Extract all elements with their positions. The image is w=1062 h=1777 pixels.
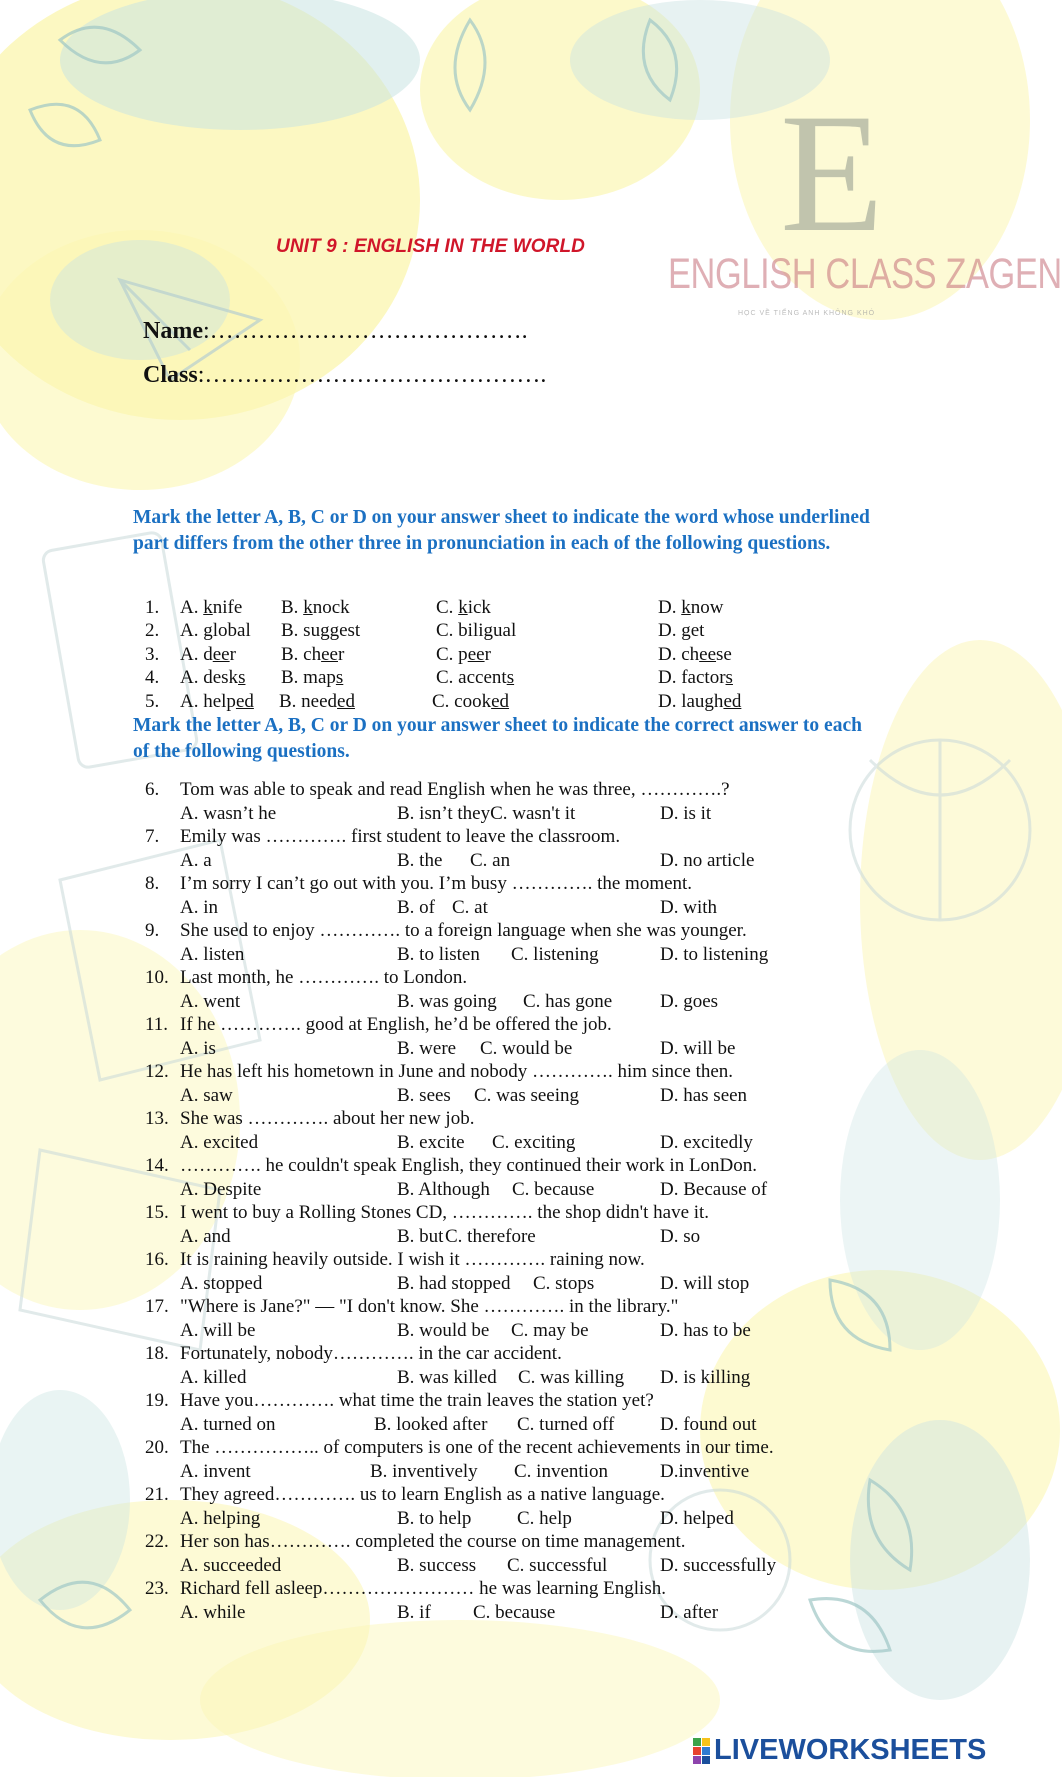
- pron-question-row: [0, 643, 1000, 666]
- option-c-post: r: [484, 643, 491, 665]
- answer-option-c[interactable]: C. therefore: [445, 1225, 536, 1247]
- answer-option-c[interactable]: C. exciting: [492, 1131, 576, 1153]
- answer-option-c[interactable]: C. because: [473, 1601, 556, 1623]
- answer-option-b[interactable]: B. would be: [397, 1319, 490, 1341]
- question-number: 18.: [145, 1343, 169, 1364]
- question-number: 17.: [145, 1296, 169, 1317]
- answer-option-a[interactable]: A. while: [180, 1601, 246, 1623]
- question-number: 20.: [145, 1437, 169, 1458]
- question-block: [0, 1295, 1000, 1342]
- option-d[interactable]: [658, 666, 733, 689]
- option-a-post: nife: [212, 597, 243, 618]
- question-text: Last month, he …………. to London.: [180, 967, 468, 988]
- option-c-post: ick: [467, 597, 491, 618]
- question-number: 15.: [145, 1202, 169, 1223]
- question-block: [0, 919, 1000, 966]
- answer-option-a[interactable]: A. helping: [180, 1507, 261, 1529]
- question-text: If he …………. good at English, he’d be offered the job.: [180, 1014, 612, 1035]
- pron-question-row: [0, 596, 1000, 619]
- multiple-choice-questions: [0, 778, 1000, 1624]
- answer-option-c[interactable]: C. at: [452, 896, 488, 918]
- question-number: 11.: [145, 1014, 169, 1035]
- answer-option-d[interactable]: D. Because of: [660, 1178, 768, 1200]
- answer-option-a[interactable]: A. in: [180, 896, 218, 918]
- question-block: [0, 1483, 1000, 1530]
- question-text: She used to enjoy …………. to a foreign language when she was younger.: [180, 920, 747, 941]
- option-b-under: ed: [337, 690, 355, 712]
- question-text: Her son has…………. completed the course on time management.: [180, 1531, 686, 1552]
- option-a[interactable]: [180, 690, 254, 713]
- option-a-under: s: [238, 667, 246, 689]
- option-a[interactable]: [180, 643, 236, 666]
- option-c-under: k: [458, 597, 468, 618]
- answer-option-b[interactable]: B. was killed: [397, 1366, 497, 1388]
- answer-option-a[interactable]: A. killed: [180, 1366, 247, 1388]
- question-block: [0, 1342, 1000, 1389]
- question-number: 12.: [145, 1061, 169, 1082]
- answer-option-c[interactable]: C. listening: [511, 943, 599, 965]
- option-c-pre: C. bili: [436, 620, 484, 642]
- option-d-under: ed: [723, 690, 742, 712]
- option-d-under: k: [681, 597, 691, 618]
- answer-option-b[interactable]: B. the: [397, 849, 443, 871]
- question-number: 10.: [145, 967, 169, 988]
- option-d-post: et: [690, 620, 705, 642]
- answer-option-a[interactable]: A. a: [180, 849, 212, 871]
- option-b-post: nock: [312, 597, 350, 618]
- answer-option-d[interactable]: D. is killing: [660, 1366, 751, 1388]
- class-blank[interactable]: :…………………………………….: [197, 362, 547, 388]
- question-text: "Where is Jane?" — "I don't know. She …………. in the library.": [180, 1296, 679, 1317]
- question-block: [0, 778, 1000, 825]
- answer-option-b[interactable]: B. if: [397, 1601, 431, 1623]
- question-text: Emily was …………. first student to leave the classroom.: [180, 826, 621, 847]
- question-number: 14.: [145, 1155, 169, 1176]
- option-a-pre: A. help: [180, 690, 236, 712]
- answer-option-a[interactable]: A. will be: [180, 1319, 256, 1341]
- answer-option-c[interactable]: C. help: [517, 1507, 572, 1529]
- answer-option-a[interactable]: A. invent: [180, 1460, 251, 1482]
- pron-question-row: [0, 619, 1000, 642]
- class-field[interactable]: [143, 362, 546, 389]
- option-c-under: s: [506, 667, 515, 689]
- option-d-pre: D. laugh: [658, 690, 724, 712]
- question-text: Have you…………. what time the train leaves the station yet?: [180, 1390, 654, 1411]
- option-a-pre: A.: [180, 597, 204, 618]
- answer-option-a[interactable]: A. stopped: [180, 1272, 263, 1294]
- option-c-pre: C. accent: [436, 667, 507, 689]
- answer-option-d[interactable]: D. will stop: [660, 1272, 750, 1294]
- answer-option-a[interactable]: A. succeeded: [180, 1554, 282, 1576]
- answer-option-a[interactable]: A. and: [180, 1225, 231, 1247]
- answer-option-b[interactable]: B. looked after: [374, 1413, 488, 1435]
- option-d-pre: D. factor: [658, 667, 726, 689]
- answer-option-c[interactable]: C. was seeing: [474, 1084, 580, 1106]
- option-b-post: r: [337, 643, 345, 665]
- question-text: Richard fell asleep…………………… he was learning English.: [180, 1578, 666, 1599]
- option-a[interactable]: [180, 596, 242, 619]
- question-number: 6.: [145, 779, 160, 800]
- pron-question-row: [0, 666, 1000, 689]
- option-d-under: s: [725, 667, 733, 689]
- option-b-post: est: [339, 620, 361, 642]
- option-b[interactable]: [279, 690, 355, 713]
- answer-option-b[interactable]: B. had stopped: [397, 1272, 511, 1294]
- name-blank[interactable]: :………………………………….: [202, 318, 528, 344]
- option-d[interactable]: [658, 643, 732, 666]
- answer-option-b[interactable]: B. inventively: [370, 1460, 478, 1482]
- section1-instruction: Mark the letter A, B, C or D on your answer sheet to indicate the word whose underlined part differs from the other three in pronunciation in each of the following questions.: [133, 507, 870, 554]
- option-b-pre: B.: [281, 597, 304, 618]
- answer-option-d[interactable]: D. successfully: [660, 1554, 777, 1576]
- option-d[interactable]: [658, 596, 723, 619]
- question-number: 4.: [145, 667, 160, 689]
- option-d-post: se: [716, 643, 732, 665]
- option-d-post: now: [690, 597, 724, 618]
- option-c[interactable]: [432, 690, 509, 713]
- logo-tagline: HỌC VỀ TIẾNG ANH KHÔNG KHÓ: [738, 310, 876, 317]
- answer-option-d[interactable]: D. excitedly: [660, 1131, 753, 1153]
- option-b[interactable]: [281, 596, 350, 619]
- question-block: [0, 825, 1000, 872]
- option-d-under: ee: [699, 643, 717, 665]
- answer-option-a[interactable]: A. excited: [180, 1131, 259, 1153]
- answer-option-d[interactable]: D. found out: [660, 1413, 757, 1435]
- question-text: I went to buy a Rolling Stones CD, …………. the shop didn't have it.: [180, 1202, 710, 1223]
- question-block: [0, 1201, 1000, 1248]
- option-c-pre: C.: [436, 597, 459, 618]
- answer-option-b[interactable]: B. were: [397, 1037, 457, 1059]
- answer-option-d[interactable]: D. goes: [660, 990, 719, 1012]
- option-b[interactable]: [281, 666, 343, 689]
- question-number: 23.: [145, 1578, 169, 1599]
- question-number: 13.: [145, 1108, 169, 1129]
- option-a-under: ee: [212, 643, 230, 665]
- answer-option-d[interactable]: D. to listening: [660, 943, 769, 965]
- question-text: Fortunately, nobody…………. in the car accident.: [180, 1343, 562, 1364]
- option-a[interactable]: [180, 619, 251, 642]
- answer-option-c[interactable]: C. stops: [533, 1272, 595, 1294]
- option-c-under: ee: [467, 643, 485, 665]
- option-c-post: ual: [493, 620, 517, 642]
- option-a-under: k: [203, 597, 213, 618]
- option-d-under: g: [681, 620, 691, 642]
- answer-option-c[interactable]: C. invention: [514, 1460, 608, 1482]
- question-text: The …………….. of computers is one of the recent achievements in our time.: [180, 1437, 774, 1458]
- answer-option-c[interactable]: C. successful: [507, 1554, 608, 1576]
- option-b-under: gg: [320, 620, 340, 642]
- option-d-pre: D.: [658, 620, 682, 642]
- option-a-pre: A. desk: [180, 667, 239, 689]
- answer-option-d[interactable]: D. helped: [660, 1507, 734, 1529]
- option-c[interactable]: [436, 619, 516, 642]
- brand-logo: [668, 79, 1062, 318]
- question-text: She was …………. about her new job.: [180, 1108, 475, 1129]
- option-b-pre: B. ch: [281, 643, 322, 665]
- option-d-pre: D. ch: [658, 643, 700, 665]
- answer-option-c[interactable]: C. would be: [480, 1037, 573, 1059]
- option-c-pre: C. cook: [432, 690, 492, 712]
- answer-option-d[interactable]: D.inventive: [660, 1460, 750, 1482]
- question-number: 9.: [145, 920, 160, 941]
- option-b-under: s: [335, 667, 344, 689]
- option-b-pre: B. su: [281, 620, 321, 642]
- worksheet-title: UNIT 9 : ENGLISH IN THE WORLD: [276, 236, 586, 257]
- answer-option-a[interactable]: A. went: [180, 990, 241, 1012]
- option-a-under: g: [203, 620, 213, 642]
- answer-option-c[interactable]: C. an: [470, 849, 511, 871]
- pron-question-row: [0, 690, 1000, 713]
- answer-option-d[interactable]: D. after: [660, 1601, 719, 1623]
- section2-instruction: Mark the letter A, B, C or D on your answer sheet to indicate the correct answer to each of the following questions.: [133, 715, 862, 762]
- option-a-under: ed: [235, 690, 254, 712]
- answer-option-d[interactable]: D. has to be: [660, 1319, 751, 1341]
- answer-option-b[interactable]: B. to listen: [397, 943, 480, 965]
- question-block: [0, 1154, 1000, 1201]
- question-number: 1.: [145, 597, 160, 618]
- answer-option-b[interactable]: B. of: [397, 896, 435, 918]
- answer-option-c[interactable]: C. has gone: [523, 990, 613, 1012]
- pronunciation-questions: [0, 596, 1000, 713]
- option-d-pre: D.: [658, 597, 682, 618]
- answer-option-a[interactable]: A. Despite: [180, 1178, 262, 1200]
- question-number: 22.: [145, 1531, 169, 1552]
- question-number: 3.: [145, 643, 160, 665]
- answer-option-b[interactable]: B. but: [397, 1225, 444, 1247]
- question-text: It is raining heavily outside. I wish it …………. raining now.: [180, 1249, 645, 1270]
- answer-option-a[interactable]: A. turned on: [180, 1413, 276, 1435]
- option-a-post: r: [229, 643, 236, 665]
- answer-option-b[interactable]: B. Although: [397, 1178, 490, 1200]
- question-block: [0, 1436, 1000, 1483]
- answer-option-a[interactable]: A. wasn’t he: [180, 802, 277, 824]
- question-number: 5.: [145, 690, 160, 712]
- answer-option-d[interactable]: D. with: [660, 896, 717, 918]
- answer-option-b[interactable]: B. excite: [397, 1131, 465, 1153]
- question-text: They agreed…………. us to learn English as a native language.: [180, 1484, 665, 1505]
- answer-option-d[interactable]: D. has seen: [660, 1084, 748, 1106]
- question-number: 19.: [145, 1390, 169, 1411]
- question-block: [0, 1107, 1000, 1154]
- option-d[interactable]: [658, 690, 741, 713]
- answer-option-d[interactable]: D. will be: [660, 1037, 736, 1059]
- question-text: He has left his hometown in June and nobody …………. him since then.: [180, 1061, 734, 1082]
- question-block: [0, 1060, 1000, 1107]
- answer-option-b[interactable]: B. isn’t theyC. wasn't it: [397, 802, 576, 824]
- option-b[interactable]: [281, 643, 344, 666]
- question-text: Tom was able to speak and read English when he was three, ………….?: [180, 779, 730, 800]
- option-c-under: g: [483, 620, 494, 642]
- question-number: 2.: [145, 620, 160, 642]
- option-b-under: k: [303, 597, 313, 618]
- question-number: 21.: [145, 1484, 169, 1505]
- option-b-pre: B. need: [279, 690, 338, 712]
- question-block: [0, 1577, 1000, 1624]
- option-b-pre: B. map: [281, 667, 336, 689]
- option-a-pre: A. d: [180, 643, 213, 665]
- answer-option-b[interactable]: B. sees: [397, 1084, 451, 1106]
- option-a-post: lobal: [212, 620, 251, 642]
- question-block: [0, 1013, 1000, 1060]
- option-a-pre: A.: [180, 620, 204, 642]
- question-text: I’m sorry I can’t go out with you. I’m busy …………. the moment.: [180, 873, 693, 894]
- question-block: [0, 1389, 1000, 1436]
- question-number: 7.: [145, 826, 160, 847]
- option-c-under: ed: [491, 690, 510, 712]
- question-number: 8.: [145, 873, 160, 894]
- answer-option-a[interactable]: A. listen: [180, 943, 245, 965]
- option-b-under: ee: [321, 643, 338, 665]
- question-block: [0, 872, 1000, 919]
- option-c[interactable]: [436, 666, 514, 689]
- answer-option-b[interactable]: B. to help: [397, 1507, 472, 1529]
- question-number: 16.: [145, 1249, 169, 1270]
- answer-option-b[interactable]: B. success: [397, 1554, 477, 1576]
- question-block: [0, 1248, 1000, 1295]
- option-b[interactable]: [281, 619, 360, 642]
- answer-option-c[interactable]: C. may be: [511, 1319, 589, 1341]
- answer-option-d[interactable]: D. no article: [660, 849, 755, 871]
- class-label: Class: [143, 362, 198, 388]
- option-c[interactable]: [436, 643, 491, 666]
- footer-brand[interactable]: LIVEWORKSHEETS: [714, 1734, 987, 1766]
- question-block: [0, 966, 1000, 1013]
- question-block: [0, 1530, 1000, 1577]
- name-field[interactable]: [143, 318, 528, 345]
- answer-option-c[interactable]: C. because: [512, 1178, 595, 1200]
- answer-option-d[interactable]: D. so: [660, 1225, 701, 1247]
- question-text: …………. he couldn't speak English, they continued their work in LonDon.: [180, 1155, 758, 1176]
- logo-letter: E: [780, 79, 884, 267]
- logo-text: ENGLISH CLASS ZAGEN: [668, 250, 1062, 298]
- answer-option-b[interactable]: B. was going: [397, 990, 497, 1012]
- answer-option-a[interactable]: A. saw: [180, 1084, 233, 1106]
- option-a[interactable]: [180, 666, 245, 689]
- option-d[interactable]: [658, 619, 704, 642]
- answer-option-a[interactable]: A. is: [180, 1037, 216, 1059]
- answer-option-c[interactable]: C. turned off: [517, 1413, 615, 1435]
- name-label: Name: [143, 318, 203, 344]
- answer-option-d[interactable]: D. is it: [660, 802, 712, 824]
- answer-option-c[interactable]: C. was killing: [518, 1366, 625, 1388]
- option-c[interactable]: [436, 596, 491, 619]
- option-c-pre: C. p: [436, 643, 468, 665]
